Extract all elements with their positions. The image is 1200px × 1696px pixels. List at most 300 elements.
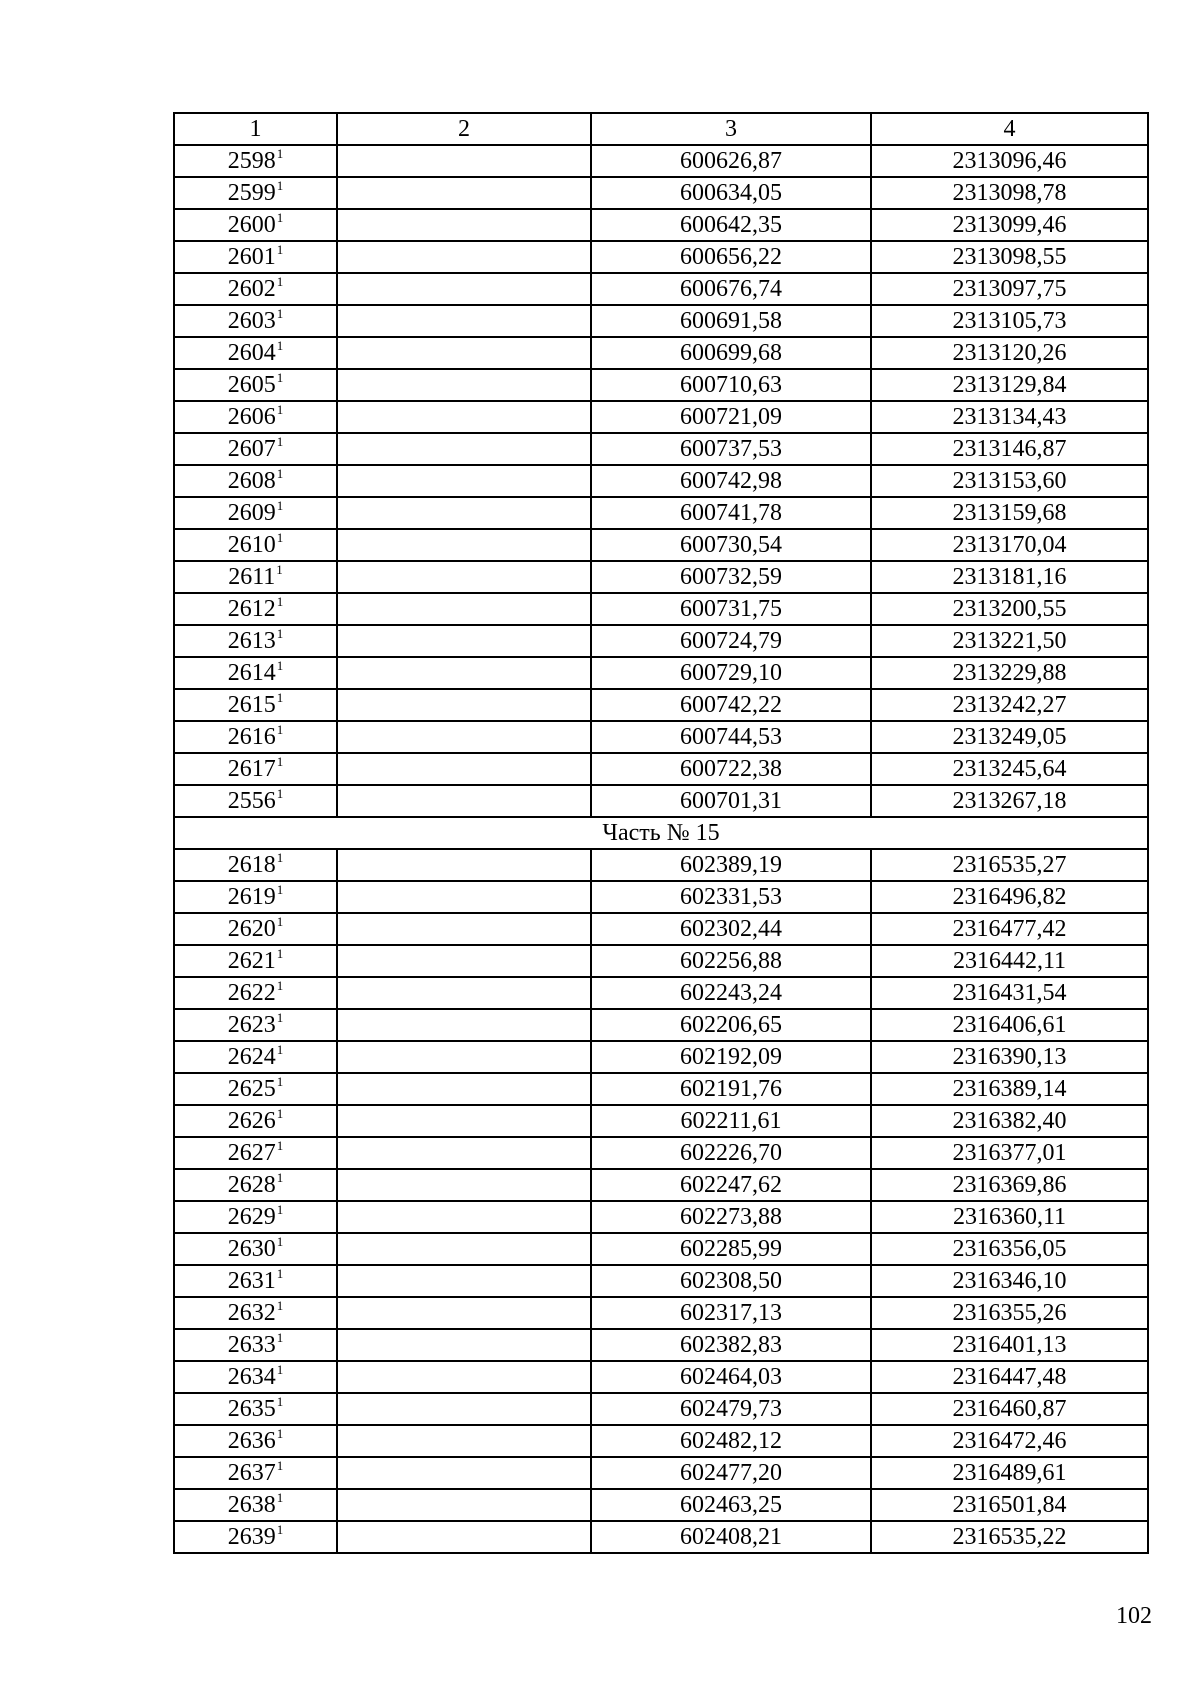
table-row <box>174 401 1148 433</box>
x-coordinate-cell: 600710,63 <box>591 369 871 401</box>
col2-cell <box>337 401 591 433</box>
col2-cell <box>337 1041 591 1073</box>
x-coordinate-cell: 602477,20 <box>591 1457 871 1489</box>
y-coordinate-cell: 2316477,42 <box>871 913 1148 945</box>
y-coordinate-cell: 2316360,11 <box>871 1201 1148 1233</box>
col2-cell <box>337 561 591 593</box>
x-coordinate-cell: 600742,22 <box>591 689 871 721</box>
table-row <box>174 1425 1148 1457</box>
point-number-cell <box>174 721 337 753</box>
point-number-cell <box>174 945 337 977</box>
header-col-4: 4 <box>871 113 1148 145</box>
y-coordinate-cell: 2313146,87 <box>871 433 1148 465</box>
point-number: 2637 <box>227 1460 276 1486</box>
x-coordinate-cell: 602308,50 <box>591 1265 871 1297</box>
y-coordinate-cell: 2313129,84 <box>871 369 1148 401</box>
point-number: 2636 <box>227 1428 276 1454</box>
table-header <box>174 113 1148 145</box>
table-row <box>174 497 1148 529</box>
point-number-superscript: 1 <box>276 1394 284 1409</box>
table-row <box>174 241 1148 273</box>
table-row <box>174 593 1148 625</box>
col2-cell <box>337 881 591 913</box>
y-coordinate-cell: 2313105,73 <box>871 305 1148 337</box>
x-coordinate-cell: 600730,54 <box>591 529 871 561</box>
table-row <box>174 785 1148 817</box>
x-coordinate-cell: 600626,87 <box>591 145 871 177</box>
point-number-cell <box>174 1329 337 1361</box>
col2-cell <box>337 241 591 273</box>
table-row <box>174 305 1148 337</box>
point-number: 2612 <box>227 596 276 622</box>
table-row <box>174 1329 1148 1361</box>
x-coordinate-cell: 600731,75 <box>591 593 871 625</box>
table-row <box>174 1137 1148 1169</box>
x-coordinate-cell: 602285,99 <box>591 1233 871 1265</box>
point-number: 2619 <box>227 884 276 910</box>
table-row <box>174 625 1148 657</box>
point-number-cell <box>174 497 337 529</box>
point-number: 2606 <box>227 404 276 430</box>
x-coordinate-cell: 600656,22 <box>591 241 871 273</box>
table-row <box>174 529 1148 561</box>
point-number-superscript: 1 <box>276 274 284 289</box>
point-number-superscript: 1 <box>276 562 283 577</box>
y-coordinate-cell: 2313200,55 <box>871 593 1148 625</box>
table-row <box>174 209 1148 241</box>
col2-cell <box>337 273 591 305</box>
point-number-cell <box>174 753 337 785</box>
table-row <box>174 273 1148 305</box>
table-row <box>174 433 1148 465</box>
point-number-superscript: 1 <box>276 1266 284 1281</box>
table-row <box>174 1073 1148 1105</box>
point-number: 2634 <box>227 1364 276 1390</box>
point-number-superscript: 1 <box>276 978 284 993</box>
point-number: 2631 <box>227 1268 276 1294</box>
col2-cell <box>337 1201 591 1233</box>
point-number: 2603 <box>227 308 276 334</box>
table-row <box>174 977 1148 1009</box>
x-coordinate-cell: 600691,58 <box>591 305 871 337</box>
point-number: 2625 <box>227 1076 276 1102</box>
y-coordinate-cell: 2316442,11 <box>871 945 1148 977</box>
point-number-superscript: 1 <box>276 1106 284 1121</box>
x-coordinate-cell: 602482,12 <box>591 1425 871 1457</box>
point-number: 2605 <box>227 372 276 398</box>
table-row <box>174 1041 1148 1073</box>
col2-cell <box>337 1361 591 1393</box>
col2-cell <box>337 785 591 817</box>
col2-cell <box>337 465 591 497</box>
point-number: 2635 <box>227 1396 276 1422</box>
point-number-superscript: 1 <box>276 946 284 961</box>
x-coordinate-cell: 600737,53 <box>591 433 871 465</box>
col2-cell <box>337 753 591 785</box>
table-row <box>174 1201 1148 1233</box>
point-number-cell <box>174 881 337 913</box>
x-coordinate-cell: 600721,09 <box>591 401 871 433</box>
point-number-superscript: 1 <box>276 1458 284 1473</box>
point-number-superscript: 1 <box>276 1234 284 1249</box>
y-coordinate-cell: 2316447,48 <box>871 1361 1148 1393</box>
point-number: 2629 <box>227 1204 276 1230</box>
x-coordinate-cell: 600699,68 <box>591 337 871 369</box>
y-coordinate-cell: 2313170,04 <box>871 529 1148 561</box>
point-number: 2610 <box>227 532 276 558</box>
x-coordinate-cell: 602382,83 <box>591 1329 871 1361</box>
point-number-superscript: 1 <box>276 1170 284 1185</box>
table-row <box>174 1009 1148 1041</box>
point-number-superscript: 1 <box>276 1522 284 1537</box>
x-coordinate-cell: 602247,62 <box>591 1169 871 1201</box>
x-coordinate-cell: 600732,59 <box>591 561 871 593</box>
col2-cell <box>337 721 591 753</box>
point-number-cell <box>174 593 337 625</box>
col2-cell <box>337 1329 591 1361</box>
table-row <box>174 177 1148 209</box>
point-number-superscript: 1 <box>276 786 284 801</box>
col2-cell <box>337 1489 591 1521</box>
point-number: 2624 <box>227 1044 276 1070</box>
x-coordinate-cell: 600642,35 <box>591 209 871 241</box>
col2-cell <box>337 529 591 561</box>
point-number-cell <box>174 1425 337 1457</box>
point-number-superscript: 1 <box>276 306 284 321</box>
x-coordinate-cell: 600744,53 <box>591 721 871 753</box>
x-coordinate-cell: 602273,88 <box>591 1201 871 1233</box>
x-coordinate-cell: 602211,61 <box>591 1105 871 1137</box>
point-number: 2622 <box>227 980 276 1006</box>
col2-cell <box>337 1009 591 1041</box>
point-number-cell <box>174 465 337 497</box>
point-number-cell <box>174 1009 337 1041</box>
point-number-superscript: 1 <box>276 242 284 257</box>
y-coordinate-cell: 2313249,05 <box>871 721 1148 753</box>
x-coordinate-cell: 602317,13 <box>591 1297 871 1329</box>
col2-cell <box>337 1393 591 1425</box>
point-number: 2639 <box>227 1524 276 1550</box>
point-number: 2602 <box>227 276 276 302</box>
x-coordinate-cell: 600724,79 <box>591 625 871 657</box>
x-coordinate-cell: 602256,88 <box>591 945 871 977</box>
point-number-superscript: 1 <box>276 1490 284 1505</box>
x-coordinate-cell: 602206,65 <box>591 1009 871 1041</box>
point-number-superscript: 1 <box>276 1426 284 1441</box>
point-number-superscript: 1 <box>276 882 284 897</box>
table-row <box>174 1297 1148 1329</box>
point-number-superscript: 1 <box>276 722 284 737</box>
table-row <box>174 689 1148 721</box>
point-number-cell <box>174 273 337 305</box>
table-row <box>174 1361 1148 1393</box>
table-row <box>174 1489 1148 1521</box>
page-number: 102 <box>1116 1603 1152 1629</box>
point-number: 2627 <box>227 1140 276 1166</box>
y-coordinate-cell: 2313221,50 <box>871 625 1148 657</box>
point-number: 2600 <box>227 212 276 238</box>
point-number: 2604 <box>227 340 276 366</box>
x-coordinate-cell: 600729,10 <box>591 657 871 689</box>
section-row <box>174 817 1148 849</box>
point-number: 2626 <box>227 1108 276 1134</box>
y-coordinate-cell: 2313099,46 <box>871 209 1148 241</box>
point-number-cell <box>174 1169 337 1201</box>
point-number-cell <box>174 1041 337 1073</box>
col2-cell <box>337 1137 591 1169</box>
x-coordinate-cell: 600722,38 <box>591 753 871 785</box>
point-number-superscript: 1 <box>276 1202 284 1217</box>
point-number: 2630 <box>227 1236 276 1262</box>
col2-cell <box>337 1297 591 1329</box>
table-row <box>174 1393 1148 1425</box>
point-number-cell <box>174 1361 337 1393</box>
point-number: 2617 <box>227 756 276 782</box>
point-number-superscript: 1 <box>276 626 284 641</box>
point-number-superscript: 1 <box>276 498 284 513</box>
point-number-superscript: 1 <box>276 530 284 545</box>
point-number-cell <box>174 1265 337 1297</box>
point-number-cell <box>174 337 337 369</box>
col2-cell <box>337 1265 591 1297</box>
point-number: 2614 <box>227 660 276 686</box>
y-coordinate-cell: 2316431,54 <box>871 977 1148 1009</box>
table-row <box>174 881 1148 913</box>
x-coordinate-cell: 602479,73 <box>591 1393 871 1425</box>
col2-cell <box>337 1521 591 1553</box>
point-number: 2611 <box>228 564 276 590</box>
point-number: 2632 <box>227 1300 276 1326</box>
point-number-cell <box>174 977 337 1009</box>
point-number: 2608 <box>227 468 276 494</box>
table-row <box>174 1233 1148 1265</box>
col2-cell <box>337 977 591 1009</box>
y-coordinate-cell: 2316390,13 <box>871 1041 1148 1073</box>
table-row <box>174 337 1148 369</box>
point-number-cell <box>174 1489 337 1521</box>
header-col-2: 2 <box>337 113 591 145</box>
point-number-cell <box>174 785 337 817</box>
col2-cell <box>337 145 591 177</box>
point-number-superscript: 1 <box>276 434 284 449</box>
col2-cell <box>337 1425 591 1457</box>
point-number-superscript: 1 <box>276 658 284 673</box>
table-row <box>174 849 1148 881</box>
point-number: 2618 <box>227 852 276 878</box>
col2-cell <box>337 1105 591 1137</box>
point-number-cell <box>174 369 337 401</box>
y-coordinate-cell: 2316401,13 <box>871 1329 1148 1361</box>
y-coordinate-cell: 2316377,01 <box>871 1137 1148 1169</box>
y-coordinate-cell: 2313242,27 <box>871 689 1148 721</box>
point-number-cell <box>174 849 337 881</box>
table-row <box>174 1105 1148 1137</box>
point-number-superscript: 1 <box>276 1330 284 1345</box>
point-number: 2601 <box>227 244 276 270</box>
y-coordinate-cell: 2316460,87 <box>871 1393 1148 1425</box>
table-body <box>174 145 1148 1553</box>
col2-cell <box>337 337 591 369</box>
point-number-cell <box>174 1073 337 1105</box>
y-coordinate-cell: 2313153,60 <box>871 465 1148 497</box>
point-number: 2628 <box>227 1172 276 1198</box>
point-number-cell <box>174 177 337 209</box>
point-number-cell <box>174 241 337 273</box>
y-coordinate-cell: 2316535,27 <box>871 849 1148 881</box>
y-coordinate-cell: 2316356,05 <box>871 1233 1148 1265</box>
point-number: 2599 <box>227 180 276 206</box>
point-number: 2607 <box>227 436 276 462</box>
y-coordinate-cell: 2316346,10 <box>871 1265 1148 1297</box>
y-coordinate-cell: 2313181,16 <box>871 561 1148 593</box>
point-number-superscript: 1 <box>276 210 284 225</box>
table-row <box>174 657 1148 689</box>
point-number: 2621 <box>227 948 276 974</box>
col2-cell <box>337 1457 591 1489</box>
y-coordinate-cell: 2316406,61 <box>871 1009 1148 1041</box>
point-number-superscript: 1 <box>276 594 284 609</box>
point-number: 2598 <box>227 148 276 174</box>
table-row <box>174 369 1148 401</box>
y-coordinate-cell: 2316355,26 <box>871 1297 1148 1329</box>
point-number-superscript: 1 <box>276 1074 284 1089</box>
x-coordinate-cell: 600741,78 <box>591 497 871 529</box>
point-number-cell <box>174 561 337 593</box>
point-number-cell <box>174 209 337 241</box>
col2-cell <box>337 593 591 625</box>
col2-cell <box>337 657 591 689</box>
section-title: Часть № 15 <box>174 817 1148 849</box>
point-number-cell <box>174 1521 337 1553</box>
x-coordinate-cell: 602302,44 <box>591 913 871 945</box>
x-coordinate-cell: 602192,09 <box>591 1041 871 1073</box>
col2-cell <box>337 945 591 977</box>
point-number-cell <box>174 145 337 177</box>
table-row <box>174 945 1148 977</box>
table-row <box>174 465 1148 497</box>
point-number-cell <box>174 1297 337 1329</box>
point-number-superscript: 1 <box>276 1362 284 1377</box>
point-number-cell <box>174 1105 337 1137</box>
x-coordinate-cell: 600634,05 <box>591 177 871 209</box>
col2-cell <box>337 689 591 721</box>
point-number-superscript: 1 <box>276 178 284 193</box>
table-row <box>174 721 1148 753</box>
point-number: 2623 <box>227 1012 276 1038</box>
col2-cell <box>337 849 591 881</box>
y-coordinate-cell: 2316382,40 <box>871 1105 1148 1137</box>
point-number-superscript: 1 <box>276 1298 284 1313</box>
y-coordinate-cell: 2316369,86 <box>871 1169 1148 1201</box>
point-number: 2609 <box>227 500 276 526</box>
point-number-cell <box>174 625 337 657</box>
x-coordinate-cell: 602226,70 <box>591 1137 871 1169</box>
point-number-cell <box>174 401 337 433</box>
x-coordinate-cell: 602191,76 <box>591 1073 871 1105</box>
y-coordinate-cell: 2313159,68 <box>871 497 1148 529</box>
point-number-cell <box>174 529 337 561</box>
point-number-cell <box>174 657 337 689</box>
y-coordinate-cell: 2313229,88 <box>871 657 1148 689</box>
col2-cell <box>337 369 591 401</box>
point-number-superscript: 1 <box>276 754 284 769</box>
point-number-superscript: 1 <box>276 914 284 929</box>
point-number-cell <box>174 1137 337 1169</box>
point-number-cell <box>174 1233 337 1265</box>
y-coordinate-cell: 2313134,43 <box>871 401 1148 433</box>
table-row <box>174 145 1148 177</box>
x-coordinate-cell: 600701,31 <box>591 785 871 817</box>
header-col-1: 1 <box>174 113 337 145</box>
point-number-superscript: 1 <box>276 690 284 705</box>
point-number-superscript: 1 <box>276 370 284 385</box>
point-number-cell <box>174 1457 337 1489</box>
table-row <box>174 1521 1148 1553</box>
table-row <box>174 561 1148 593</box>
x-coordinate-cell: 602243,24 <box>591 977 871 1009</box>
y-coordinate-cell: 2316489,61 <box>871 1457 1148 1489</box>
y-coordinate-cell: 2313096,46 <box>871 145 1148 177</box>
x-coordinate-cell: 602464,03 <box>591 1361 871 1393</box>
col2-cell <box>337 913 591 945</box>
col2-cell <box>337 305 591 337</box>
y-coordinate-cell: 2313245,64 <box>871 753 1148 785</box>
y-coordinate-cell: 2313098,78 <box>871 177 1148 209</box>
x-coordinate-cell: 602463,25 <box>591 1489 871 1521</box>
x-coordinate-cell: 602389,19 <box>591 849 871 881</box>
x-coordinate-cell: 602408,21 <box>591 1521 871 1553</box>
col2-cell <box>337 625 591 657</box>
col2-cell <box>337 1233 591 1265</box>
point-number: 2633 <box>227 1332 276 1358</box>
y-coordinate-cell: 2316389,14 <box>871 1073 1148 1105</box>
point-number-superscript: 1 <box>276 1138 284 1153</box>
point-number-superscript: 1 <box>276 850 284 865</box>
col2-cell <box>337 177 591 209</box>
y-coordinate-cell: 2313267,18 <box>871 785 1148 817</box>
y-coordinate-cell: 2313097,75 <box>871 273 1148 305</box>
point-number-superscript: 1 <box>276 466 284 481</box>
point-number-superscript: 1 <box>276 402 284 417</box>
table-row <box>174 1169 1148 1201</box>
point-number: 2615 <box>227 692 276 718</box>
point-number-superscript: 1 <box>276 1010 284 1025</box>
col2-cell <box>337 433 591 465</box>
col2-cell <box>337 497 591 529</box>
table-row <box>174 913 1148 945</box>
table-row <box>174 1457 1148 1489</box>
point-number-superscript: 1 <box>276 338 284 353</box>
y-coordinate-cell: 2316496,82 <box>871 881 1148 913</box>
point-number-cell <box>174 305 337 337</box>
point-number-superscript: 1 <box>276 146 284 161</box>
point-number-superscript: 1 <box>276 1042 284 1057</box>
header-col-3: 3 <box>591 113 871 145</box>
y-coordinate-cell: 2316501,84 <box>871 1489 1148 1521</box>
coordinates-table <box>173 112 1149 1554</box>
point-number: 2613 <box>227 628 276 654</box>
col2-cell <box>337 1169 591 1201</box>
x-coordinate-cell: 602331,53 <box>591 881 871 913</box>
point-number: 2638 <box>227 1492 276 1518</box>
y-coordinate-cell: 2313120,26 <box>871 337 1148 369</box>
x-coordinate-cell: 600676,74 <box>591 273 871 305</box>
point-number-cell <box>174 433 337 465</box>
y-coordinate-cell: 2313098,55 <box>871 241 1148 273</box>
y-coordinate-cell: 2316535,22 <box>871 1521 1148 1553</box>
col2-cell <box>337 1073 591 1105</box>
header-row <box>174 113 1148 145</box>
